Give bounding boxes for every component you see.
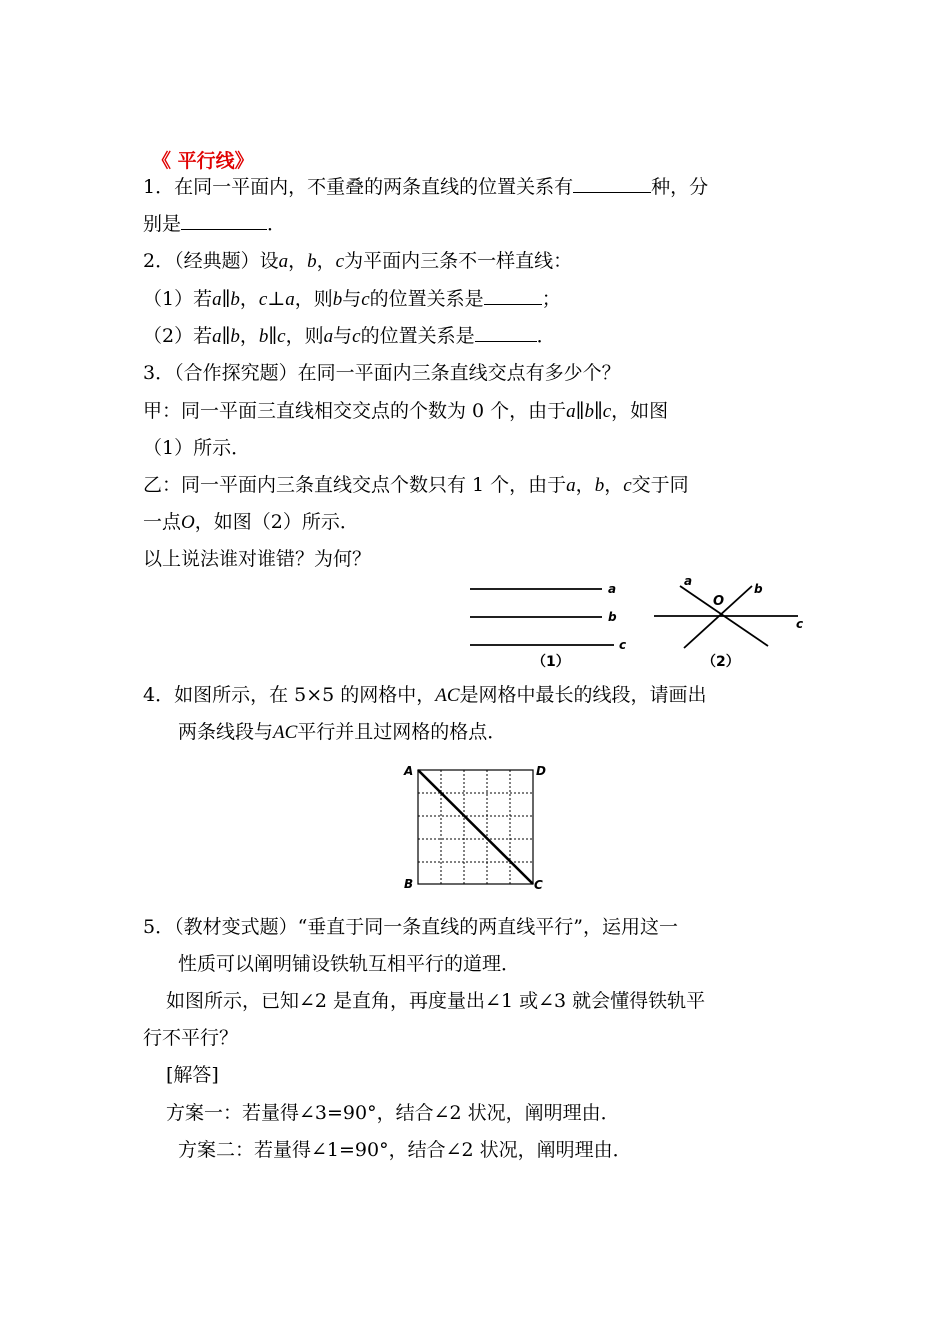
q5-answer-label: [解答] [166,1064,219,1086]
q4-line-1: 4．如图所示，在 5×5 的网格中，AC是网格中最长的线段，请画出 [143,684,707,706]
figure-concurrent-lines [650,576,820,672]
caption-1: （1） [532,654,570,670]
label-a: a [608,582,617,596]
label-D: D [536,764,546,778]
q1-blank-1[interactable] [573,174,651,193]
q3-ask: 以上说法谁对谁错？为何？ [143,548,372,570]
q4-line-2: 两条线段与AC平行并且过网格的格点． [178,721,507,743]
q3-yi-line-2: 一点O，如图（2）所示． [143,511,359,533]
segment-ac [418,770,533,884]
q1-line-1: 1．在同一平面内，不重叠的两条直线的位置关系有 种，分 [143,176,709,198]
q2-blank-2[interactable] [475,323,537,342]
q1-blank-2[interactable] [181,211,267,230]
q5-plan-1: 方案一：若量得∠3=90°，结合∠2 状况，阐明理由． [166,1102,620,1124]
q3-yi-line-1: 乙：同一平面内三条直线交点个数只有 1 个，由于a，b，c交于同 [143,474,689,496]
q2-part-2: （2）若a∥b，b∥c，则a与c的位置关系是 ． [143,325,556,347]
q5-plan-2: 方案二：若量得∠1=90°，结合∠2 状况，阐明理由． [178,1139,632,1161]
q1-line-2: 别是 ． [143,213,287,235]
q2-part-1: （1）若a∥b，c⊥a，则b与c的位置关系是 ； [143,288,561,310]
label-A: A [404,764,414,778]
page-title: 《 平行线》 [152,150,254,172]
label-O: O [713,594,725,609]
q5-line-4: 行不平行？ [143,1027,239,1049]
figure-parallel-lines [462,576,642,672]
figure-grid [400,760,560,894]
q2-blank-1[interactable] [484,286,542,305]
q3-jia-line-2: （1）所示． [143,437,251,459]
label-C: C [534,878,543,892]
label-B: B [404,877,414,891]
q5-line-3: 如图所示，已知∠2 是直角，再度量出∠1 或∠3 就会懂得铁轨平 [166,990,706,1012]
q3-head: 3．（合作探究题）在同一平面内三条直线交点有多少个？ [143,362,621,384]
q5-line-2: 性质可以阐明铺设铁轨互相平行的道理． [178,953,521,975]
q5-line-1: 5．（教材变式题）“垂直于同一条直线的两直线平行”，运用这一 [143,916,679,938]
label-a: a [684,576,693,588]
caption-2: （2） [702,654,740,670]
label-c: c [619,638,627,652]
q3-jia-line-1: 甲：同一平面三直线相交交点的个数为 0 个，由于a∥b∥c，如图 [143,400,669,422]
label-b: b [608,610,617,624]
q2-head: 2．（经典题）设a，b，c为平面内三条不一样直线： [143,250,573,272]
label-c: c [796,617,804,631]
label-b: b [754,582,763,596]
